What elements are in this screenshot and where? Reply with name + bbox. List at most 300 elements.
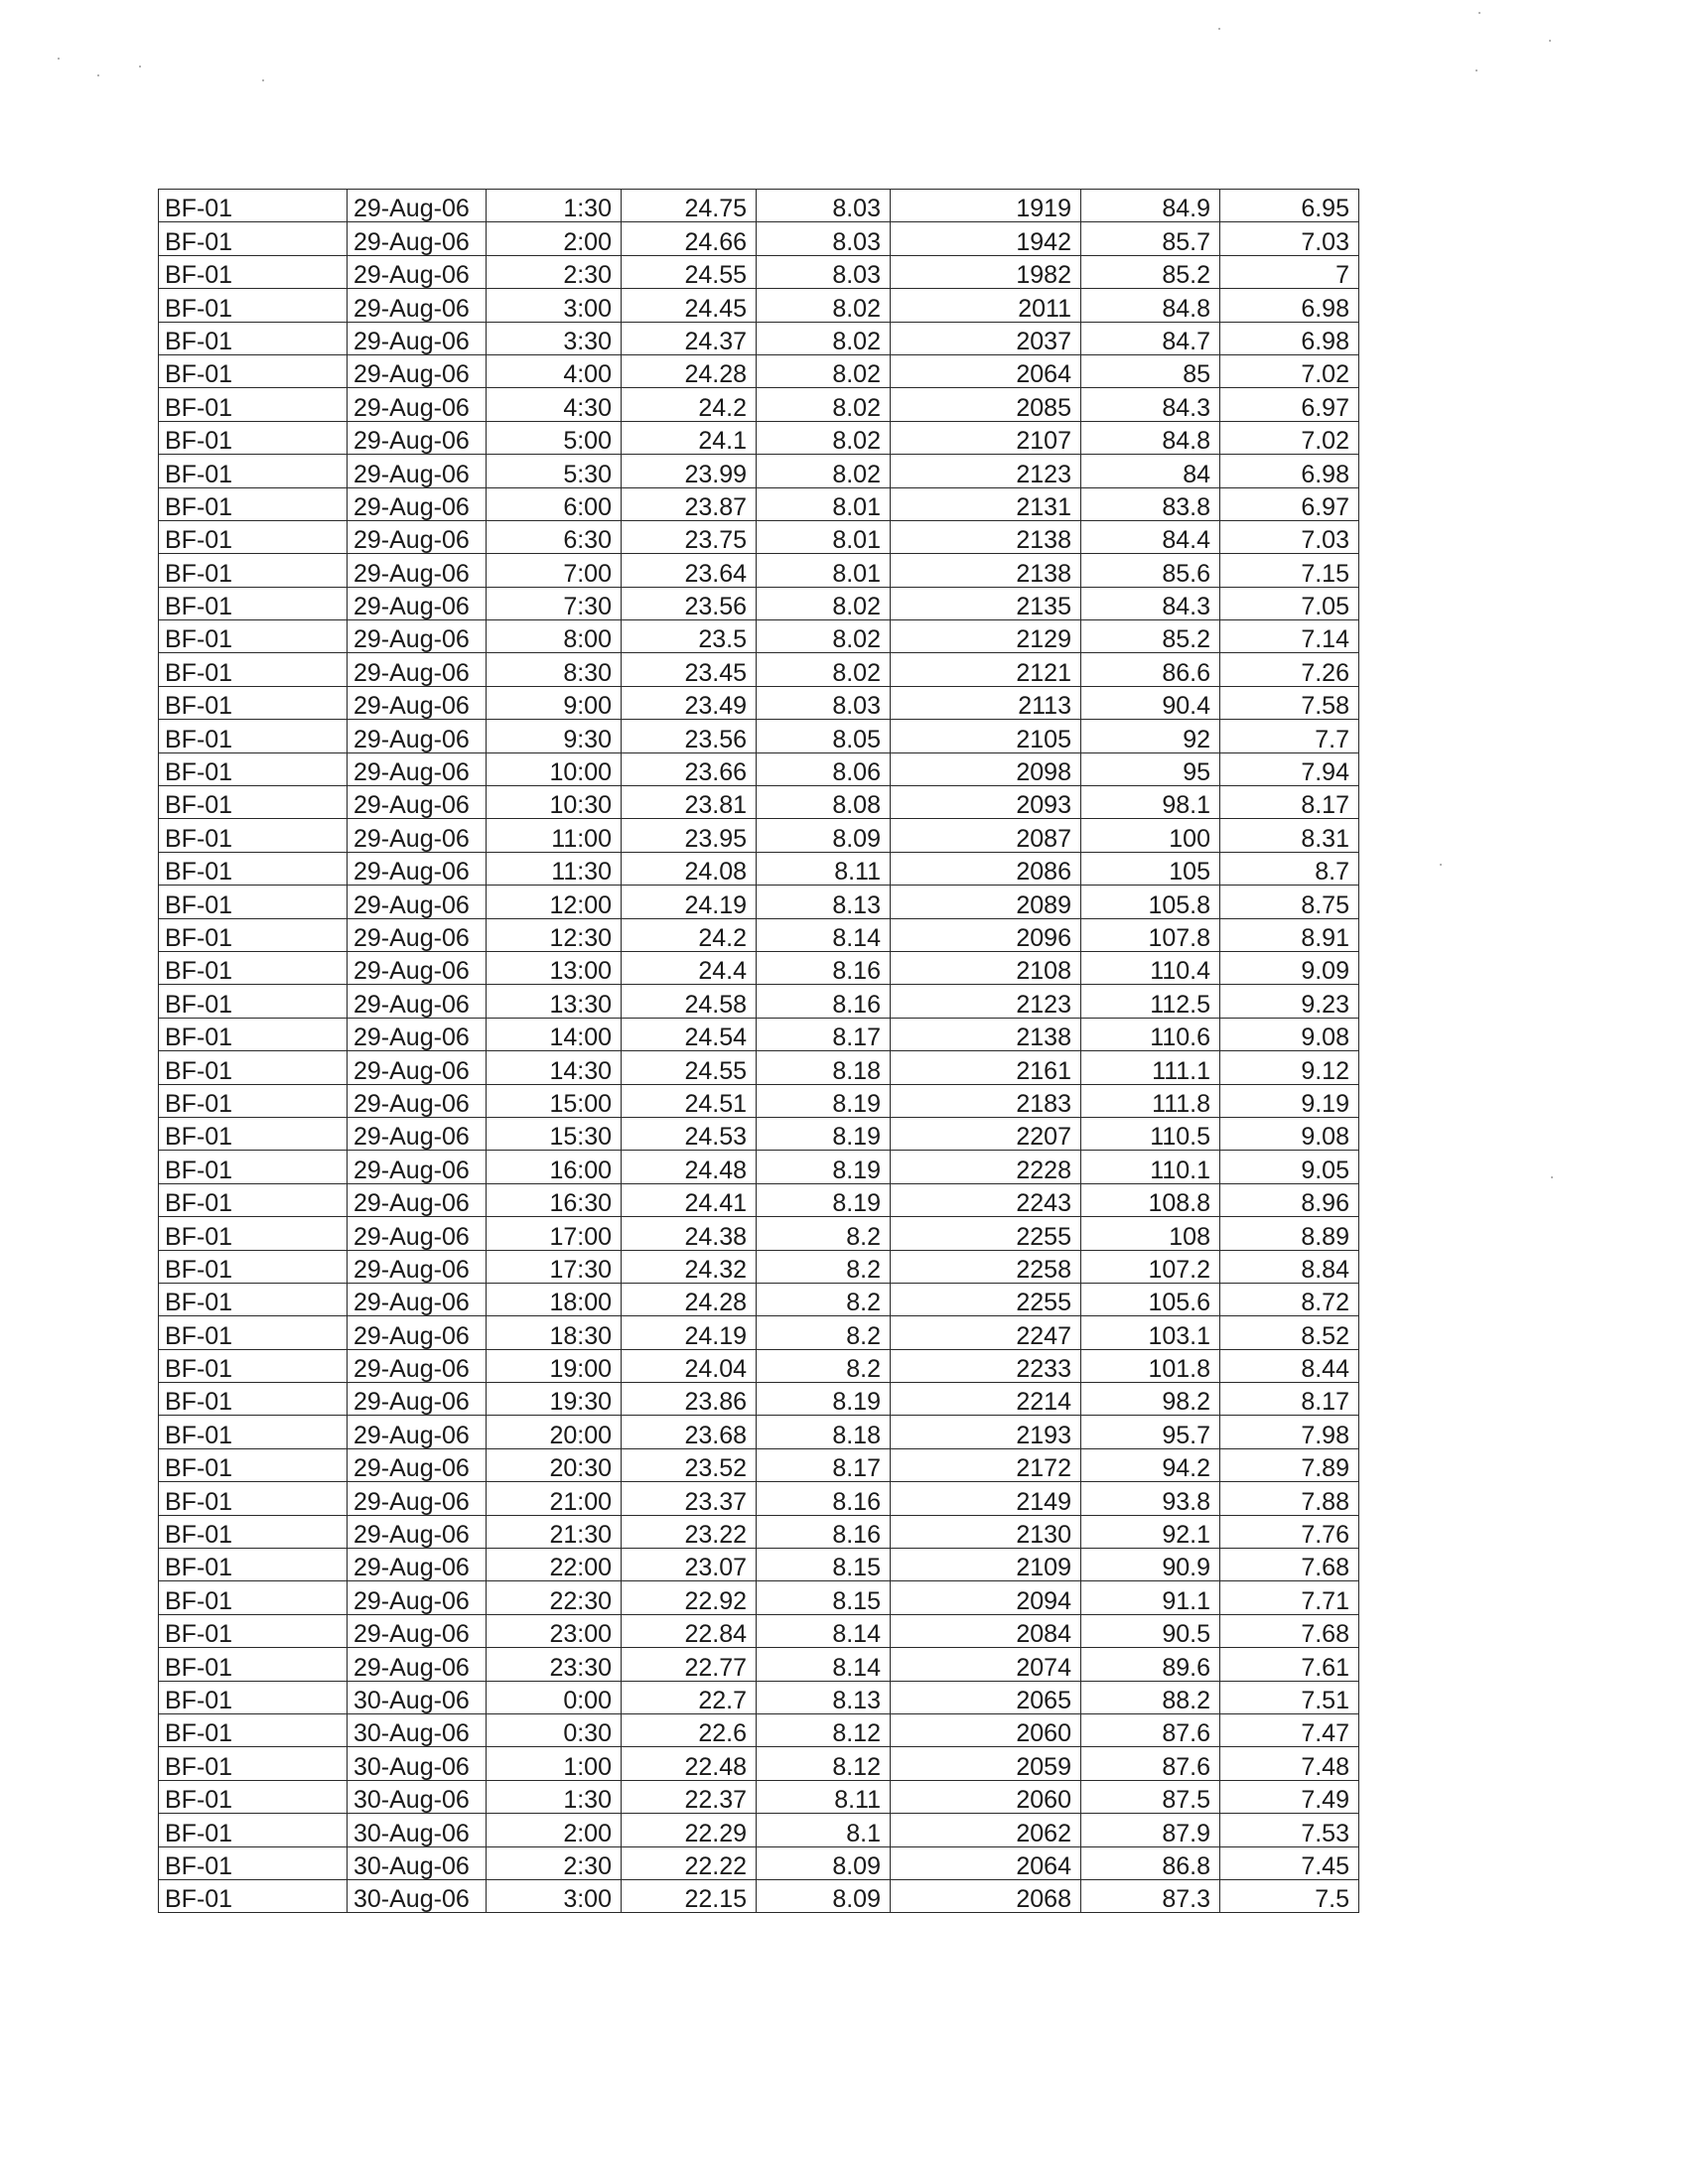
station-id-cell: BF-01 bbox=[159, 1681, 348, 1713]
do-percent-cell: 108 bbox=[1081, 1217, 1220, 1250]
ph-cell: 8.16 bbox=[757, 951, 891, 984]
time-cell: 15:00 bbox=[487, 1084, 622, 1117]
conductivity-cell: 2060 bbox=[891, 1713, 1081, 1746]
do-percent-cell: 87.5 bbox=[1081, 1780, 1220, 1813]
table-row bbox=[159, 951, 1359, 984]
date-cell: 29-Aug-06 bbox=[348, 354, 487, 387]
conductivity-cell: 2138 bbox=[891, 554, 1081, 587]
table-body bbox=[159, 190, 1359, 1913]
table-row bbox=[159, 1183, 1359, 1216]
time-cell: 20:30 bbox=[487, 1448, 622, 1481]
ph-cell: 8.14 bbox=[757, 1614, 891, 1647]
station-id-cell: BF-01 bbox=[159, 587, 348, 619]
temperature-cell: 24.75 bbox=[622, 190, 757, 222]
do-percent-cell: 87.6 bbox=[1081, 1713, 1220, 1746]
conductivity-cell: 2089 bbox=[891, 886, 1081, 918]
date-cell: 29-Aug-06 bbox=[348, 520, 487, 553]
conductivity-cell: 2149 bbox=[891, 1482, 1081, 1515]
date-cell: 29-Aug-06 bbox=[348, 455, 487, 487]
station-id-cell: BF-01 bbox=[159, 1747, 348, 1780]
station-id-cell: BF-01 bbox=[159, 455, 348, 487]
scan-speck bbox=[1549, 40, 1551, 42]
station-id-cell: BF-01 bbox=[159, 951, 348, 984]
conductivity-cell: 1919 bbox=[891, 190, 1081, 222]
temperature-cell: 24.58 bbox=[622, 985, 757, 1018]
temperature-cell: 24.08 bbox=[622, 852, 757, 885]
date-cell: 29-Aug-06 bbox=[348, 1349, 487, 1382]
do-mgl-cell: 7.48 bbox=[1220, 1747, 1359, 1780]
do-mgl-cell: 7.49 bbox=[1220, 1780, 1359, 1813]
conductivity-cell: 2064 bbox=[891, 1846, 1081, 1879]
station-id-cell: BF-01 bbox=[159, 1117, 348, 1150]
ph-cell: 8.02 bbox=[757, 388, 891, 421]
temperature-cell: 22.7 bbox=[622, 1681, 757, 1713]
temperature-cell: 23.56 bbox=[622, 587, 757, 619]
date-cell: 29-Aug-06 bbox=[348, 388, 487, 421]
do-percent-cell: 84.8 bbox=[1081, 289, 1220, 322]
conductivity-cell: 2108 bbox=[891, 951, 1081, 984]
time-cell: 10:00 bbox=[487, 752, 622, 785]
table-row bbox=[159, 1416, 1359, 1448]
do-mgl-cell: 7.26 bbox=[1220, 653, 1359, 686]
table-row bbox=[159, 1614, 1359, 1647]
ph-cell: 8.19 bbox=[757, 1117, 891, 1150]
temperature-cell: 24.37 bbox=[622, 322, 757, 354]
conductivity-cell: 2096 bbox=[891, 918, 1081, 951]
time-cell: 9:00 bbox=[487, 686, 622, 719]
temperature-cell: 23.22 bbox=[622, 1515, 757, 1548]
date-cell: 29-Aug-06 bbox=[348, 421, 487, 454]
ph-cell: 8.06 bbox=[757, 752, 891, 785]
station-id-cell: BF-01 bbox=[159, 686, 348, 719]
scan-speck bbox=[97, 74, 99, 76]
station-id-cell: BF-01 bbox=[159, 222, 348, 255]
ph-cell: 8.02 bbox=[757, 421, 891, 454]
time-cell: 14:00 bbox=[487, 1018, 622, 1050]
date-cell: 29-Aug-06 bbox=[348, 1549, 487, 1581]
do-mgl-cell: 7.03 bbox=[1220, 520, 1359, 553]
do-mgl-cell: 6.98 bbox=[1220, 289, 1359, 322]
do-percent-cell: 98.1 bbox=[1081, 786, 1220, 819]
temperature-cell: 22.77 bbox=[622, 1648, 757, 1681]
table-row bbox=[159, 1681, 1359, 1713]
time-cell: 9:30 bbox=[487, 720, 622, 752]
station-id-cell: BF-01 bbox=[159, 786, 348, 819]
do-mgl-cell: 7.47 bbox=[1220, 1713, 1359, 1746]
date-cell: 29-Aug-06 bbox=[348, 720, 487, 752]
date-cell: 29-Aug-06 bbox=[348, 1448, 487, 1481]
time-cell: 0:30 bbox=[487, 1713, 622, 1746]
date-cell: 30-Aug-06 bbox=[348, 1814, 487, 1846]
scan-speck bbox=[1475, 69, 1477, 71]
temperature-cell: 23.64 bbox=[622, 554, 757, 587]
date-cell: 29-Aug-06 bbox=[348, 1316, 487, 1349]
do-mgl-cell: 8.7 bbox=[1220, 852, 1359, 885]
station-id-cell: BF-01 bbox=[159, 985, 348, 1018]
do-percent-cell: 85.6 bbox=[1081, 554, 1220, 587]
ph-cell: 8.02 bbox=[757, 653, 891, 686]
time-cell: 22:00 bbox=[487, 1549, 622, 1581]
date-cell: 29-Aug-06 bbox=[348, 587, 487, 619]
do-percent-cell: 95 bbox=[1081, 752, 1220, 785]
temperature-cell: 24.19 bbox=[622, 886, 757, 918]
date-cell: 29-Aug-06 bbox=[348, 1416, 487, 1448]
do-mgl-cell: 9.08 bbox=[1220, 1018, 1359, 1050]
date-cell: 30-Aug-06 bbox=[348, 1747, 487, 1780]
time-cell: 6:00 bbox=[487, 487, 622, 520]
do-percent-cell: 87.9 bbox=[1081, 1814, 1220, 1846]
table-row bbox=[159, 1846, 1359, 1879]
time-cell: 7:00 bbox=[487, 554, 622, 587]
conductivity-cell: 2098 bbox=[891, 752, 1081, 785]
ph-cell: 8.15 bbox=[757, 1581, 891, 1614]
temperature-cell: 24.4 bbox=[622, 951, 757, 984]
do-percent-cell: 84.8 bbox=[1081, 421, 1220, 454]
temperature-cell: 22.29 bbox=[622, 1814, 757, 1846]
do-percent-cell: 88.2 bbox=[1081, 1681, 1220, 1713]
table-row bbox=[159, 886, 1359, 918]
time-cell: 3:00 bbox=[487, 289, 622, 322]
date-cell: 29-Aug-06 bbox=[348, 1117, 487, 1150]
do-percent-cell: 86.6 bbox=[1081, 653, 1220, 686]
do-mgl-cell: 9.12 bbox=[1220, 1051, 1359, 1084]
do-mgl-cell: 6.98 bbox=[1220, 322, 1359, 354]
do-percent-cell: 90.9 bbox=[1081, 1549, 1220, 1581]
ph-cell: 8.16 bbox=[757, 985, 891, 1018]
time-cell: 21:00 bbox=[487, 1482, 622, 1515]
conductivity-cell: 2037 bbox=[891, 322, 1081, 354]
ph-cell: 8.2 bbox=[757, 1217, 891, 1250]
do-percent-cell: 98.2 bbox=[1081, 1383, 1220, 1416]
time-cell: 23:00 bbox=[487, 1614, 622, 1647]
do-mgl-cell: 9.08 bbox=[1220, 1117, 1359, 1150]
ph-cell: 8.19 bbox=[757, 1383, 891, 1416]
temperature-cell: 24.41 bbox=[622, 1183, 757, 1216]
conductivity-cell: 2121 bbox=[891, 653, 1081, 686]
table-row bbox=[159, 653, 1359, 686]
do-percent-cell: 105 bbox=[1081, 852, 1220, 885]
temperature-cell: 23.5 bbox=[622, 620, 757, 653]
ph-cell: 8.2 bbox=[757, 1250, 891, 1283]
date-cell: 29-Aug-06 bbox=[348, 190, 487, 222]
station-id-cell: BF-01 bbox=[159, 1250, 348, 1283]
station-id-cell: BF-01 bbox=[159, 255, 348, 288]
date-cell: 29-Aug-06 bbox=[348, 1515, 487, 1548]
conductivity-cell: 2123 bbox=[891, 985, 1081, 1018]
date-cell: 30-Aug-06 bbox=[348, 1846, 487, 1879]
temperature-cell: 24.38 bbox=[622, 1217, 757, 1250]
station-id-cell: BF-01 bbox=[159, 1018, 348, 1050]
station-id-cell: BF-01 bbox=[159, 190, 348, 222]
temperature-cell: 23.86 bbox=[622, 1383, 757, 1416]
do-percent-cell: 87.6 bbox=[1081, 1747, 1220, 1780]
ph-cell: 8.11 bbox=[757, 852, 891, 885]
date-cell: 29-Aug-06 bbox=[348, 1383, 487, 1416]
conductivity-cell: 2255 bbox=[891, 1283, 1081, 1315]
do-percent-cell: 110.4 bbox=[1081, 951, 1220, 984]
do-mgl-cell: 7.89 bbox=[1220, 1448, 1359, 1481]
time-cell: 17:00 bbox=[487, 1217, 622, 1250]
do-mgl-cell: 9.05 bbox=[1220, 1151, 1359, 1183]
do-mgl-cell: 8.72 bbox=[1220, 1283, 1359, 1315]
do-percent-cell: 111.1 bbox=[1081, 1051, 1220, 1084]
time-cell: 0:00 bbox=[487, 1681, 622, 1713]
conductivity-cell: 2107 bbox=[891, 421, 1081, 454]
do-mgl-cell: 7 bbox=[1220, 255, 1359, 288]
time-cell: 1:30 bbox=[487, 1780, 622, 1813]
conductivity-cell: 2161 bbox=[891, 1051, 1081, 1084]
do-mgl-cell: 6.95 bbox=[1220, 190, 1359, 222]
station-id-cell: BF-01 bbox=[159, 1614, 348, 1647]
ph-cell: 8.13 bbox=[757, 886, 891, 918]
do-mgl-cell: 7.15 bbox=[1220, 554, 1359, 587]
scan-speck bbox=[139, 66, 141, 68]
date-cell: 29-Aug-06 bbox=[348, 1084, 487, 1117]
do-percent-cell: 93.8 bbox=[1081, 1482, 1220, 1515]
date-cell: 29-Aug-06 bbox=[348, 985, 487, 1018]
station-id-cell: BF-01 bbox=[159, 289, 348, 322]
do-mgl-cell: 9.23 bbox=[1220, 985, 1359, 1018]
time-cell: 13:30 bbox=[487, 985, 622, 1018]
date-cell: 29-Aug-06 bbox=[348, 1217, 487, 1250]
table-row bbox=[159, 1713, 1359, 1746]
do-percent-cell: 95.7 bbox=[1081, 1416, 1220, 1448]
scan-speck bbox=[58, 58, 60, 60]
ph-cell: 8.12 bbox=[757, 1713, 891, 1746]
do-percent-cell: 85 bbox=[1081, 354, 1220, 387]
table-row bbox=[159, 190, 1359, 222]
do-mgl-cell: 7.53 bbox=[1220, 1814, 1359, 1846]
conductivity-cell: 2129 bbox=[891, 620, 1081, 653]
station-id-cell: BF-01 bbox=[159, 1515, 348, 1548]
do-percent-cell: 105.6 bbox=[1081, 1283, 1220, 1315]
station-id-cell: BF-01 bbox=[159, 1780, 348, 1813]
conductivity-cell: 2062 bbox=[891, 1814, 1081, 1846]
time-cell: 22:30 bbox=[487, 1581, 622, 1614]
ph-cell: 8.2 bbox=[757, 1349, 891, 1382]
station-id-cell: BF-01 bbox=[159, 1713, 348, 1746]
date-cell: 29-Aug-06 bbox=[348, 852, 487, 885]
scan-speck bbox=[262, 79, 264, 81]
do-mgl-cell: 7.68 bbox=[1220, 1549, 1359, 1581]
date-cell: 29-Aug-06 bbox=[348, 255, 487, 288]
temperature-cell: 23.75 bbox=[622, 520, 757, 553]
station-id-cell: BF-01 bbox=[159, 1183, 348, 1216]
temperature-cell: 24.55 bbox=[622, 255, 757, 288]
table-row bbox=[159, 587, 1359, 619]
conductivity-cell: 2060 bbox=[891, 1780, 1081, 1813]
time-cell: 10:30 bbox=[487, 786, 622, 819]
do-percent-cell: 90.4 bbox=[1081, 686, 1220, 719]
ph-cell: 8.05 bbox=[757, 720, 891, 752]
do-mgl-cell: 7.68 bbox=[1220, 1614, 1359, 1647]
station-id-cell: BF-01 bbox=[159, 1814, 348, 1846]
ph-cell: 8.11 bbox=[757, 1780, 891, 1813]
time-cell: 6:30 bbox=[487, 520, 622, 553]
ph-cell: 8.15 bbox=[757, 1549, 891, 1581]
ph-cell: 8.02 bbox=[757, 587, 891, 619]
ph-cell: 8.02 bbox=[757, 289, 891, 322]
station-id-cell: BF-01 bbox=[159, 322, 348, 354]
temperature-cell: 22.22 bbox=[622, 1846, 757, 1879]
ph-cell: 8.03 bbox=[757, 686, 891, 719]
do-mgl-cell: 8.75 bbox=[1220, 886, 1359, 918]
table-row bbox=[159, 686, 1359, 719]
do-percent-cell: 85.2 bbox=[1081, 255, 1220, 288]
conductivity-cell: 2131 bbox=[891, 487, 1081, 520]
conductivity-cell: 2064 bbox=[891, 354, 1081, 387]
temperature-cell: 22.15 bbox=[622, 1879, 757, 1912]
table-row bbox=[159, 620, 1359, 653]
time-cell: 18:30 bbox=[487, 1316, 622, 1349]
ph-cell: 8.02 bbox=[757, 455, 891, 487]
time-cell: 2:30 bbox=[487, 1846, 622, 1879]
conductivity-cell: 1942 bbox=[891, 222, 1081, 255]
ph-cell: 8.2 bbox=[757, 1316, 891, 1349]
do-percent-cell: 107.2 bbox=[1081, 1250, 1220, 1283]
do-percent-cell: 91.1 bbox=[1081, 1581, 1220, 1614]
station-id-cell: BF-01 bbox=[159, 421, 348, 454]
do-percent-cell: 90.5 bbox=[1081, 1614, 1220, 1647]
temperature-cell: 24.51 bbox=[622, 1084, 757, 1117]
conductivity-cell: 2084 bbox=[891, 1614, 1081, 1647]
station-id-cell: BF-01 bbox=[159, 1416, 348, 1448]
table-row bbox=[159, 322, 1359, 354]
conductivity-cell: 2059 bbox=[891, 1747, 1081, 1780]
table-row bbox=[159, 222, 1359, 255]
ph-cell: 8.02 bbox=[757, 354, 891, 387]
do-mgl-cell: 9.09 bbox=[1220, 951, 1359, 984]
do-mgl-cell: 9.19 bbox=[1220, 1084, 1359, 1117]
table-row bbox=[159, 1349, 1359, 1382]
conductivity-cell: 2214 bbox=[891, 1383, 1081, 1416]
temperature-cell: 23.66 bbox=[622, 752, 757, 785]
station-id-cell: BF-01 bbox=[159, 1846, 348, 1879]
conductivity-cell: 2113 bbox=[891, 686, 1081, 719]
conductivity-cell: 2085 bbox=[891, 388, 1081, 421]
scan-speck bbox=[1551, 1176, 1553, 1178]
time-cell: 2:00 bbox=[487, 222, 622, 255]
station-id-cell: BF-01 bbox=[159, 620, 348, 653]
do-mgl-cell: 8.31 bbox=[1220, 819, 1359, 852]
ph-cell: 8.03 bbox=[757, 255, 891, 288]
table-row bbox=[159, 520, 1359, 553]
table-row bbox=[159, 388, 1359, 421]
time-cell: 12:30 bbox=[487, 918, 622, 951]
ph-cell: 8.14 bbox=[757, 1648, 891, 1681]
measurement-table bbox=[158, 189, 1359, 1913]
date-cell: 29-Aug-06 bbox=[348, 1648, 487, 1681]
station-id-cell: BF-01 bbox=[159, 487, 348, 520]
station-id-cell: BF-01 bbox=[159, 1383, 348, 1416]
table-row bbox=[159, 1151, 1359, 1183]
table-row bbox=[159, 554, 1359, 587]
conductivity-cell: 2243 bbox=[891, 1183, 1081, 1216]
temperature-cell: 24.1 bbox=[622, 421, 757, 454]
conductivity-cell: 2233 bbox=[891, 1349, 1081, 1382]
time-cell: 23:30 bbox=[487, 1648, 622, 1681]
table-row bbox=[159, 752, 1359, 785]
do-percent-cell: 100 bbox=[1081, 819, 1220, 852]
date-cell: 29-Aug-06 bbox=[348, 1018, 487, 1050]
date-cell: 29-Aug-06 bbox=[348, 554, 487, 587]
ph-cell: 8.02 bbox=[757, 322, 891, 354]
do-mgl-cell: 6.97 bbox=[1220, 388, 1359, 421]
do-percent-cell: 94.2 bbox=[1081, 1448, 1220, 1481]
date-cell: 30-Aug-06 bbox=[348, 1780, 487, 1813]
station-id-cell: BF-01 bbox=[159, 1283, 348, 1315]
date-cell: 29-Aug-06 bbox=[348, 1482, 487, 1515]
station-id-cell: BF-01 bbox=[159, 1448, 348, 1481]
ph-cell: 8.01 bbox=[757, 487, 891, 520]
table-row bbox=[159, 1117, 1359, 1150]
table-row bbox=[159, 1814, 1359, 1846]
do-mgl-cell: 8.17 bbox=[1220, 786, 1359, 819]
time-cell: 14:30 bbox=[487, 1051, 622, 1084]
conductivity-cell: 2207 bbox=[891, 1117, 1081, 1150]
do-mgl-cell: 8.44 bbox=[1220, 1349, 1359, 1382]
conductivity-cell: 2172 bbox=[891, 1448, 1081, 1481]
table-row bbox=[159, 918, 1359, 951]
do-mgl-cell: 7.98 bbox=[1220, 1416, 1359, 1448]
temperature-cell: 24.19 bbox=[622, 1316, 757, 1349]
conductivity-cell: 2074 bbox=[891, 1648, 1081, 1681]
table-row bbox=[159, 1084, 1359, 1117]
temperature-cell: 23.07 bbox=[622, 1549, 757, 1581]
table-row bbox=[159, 1581, 1359, 1614]
station-id-cell: BF-01 bbox=[159, 1084, 348, 1117]
station-id-cell: BF-01 bbox=[159, 1879, 348, 1912]
do-mgl-cell: 7.02 bbox=[1220, 354, 1359, 387]
table-row bbox=[159, 255, 1359, 288]
ph-cell: 8.16 bbox=[757, 1515, 891, 1548]
temperature-cell: 22.48 bbox=[622, 1747, 757, 1780]
table-row bbox=[159, 1482, 1359, 1515]
table-row bbox=[159, 1051, 1359, 1084]
do-percent-cell: 84.7 bbox=[1081, 322, 1220, 354]
ph-cell: 8.01 bbox=[757, 520, 891, 553]
ph-cell: 8.02 bbox=[757, 620, 891, 653]
temperature-cell: 22.6 bbox=[622, 1713, 757, 1746]
date-cell: 30-Aug-06 bbox=[348, 1713, 487, 1746]
do-percent-cell: 110.5 bbox=[1081, 1117, 1220, 1150]
conductivity-cell: 2011 bbox=[891, 289, 1081, 322]
ph-cell: 8.19 bbox=[757, 1151, 891, 1183]
station-id-cell: BF-01 bbox=[159, 1648, 348, 1681]
time-cell: 2:00 bbox=[487, 1814, 622, 1846]
time-cell: 16:30 bbox=[487, 1183, 622, 1216]
time-cell: 4:30 bbox=[487, 388, 622, 421]
date-cell: 29-Aug-06 bbox=[348, 1283, 487, 1315]
ph-cell: 8.19 bbox=[757, 1183, 891, 1216]
table-row bbox=[159, 455, 1359, 487]
date-cell: 29-Aug-06 bbox=[348, 819, 487, 852]
station-id-cell: BF-01 bbox=[159, 918, 348, 951]
do-mgl-cell: 8.89 bbox=[1220, 1217, 1359, 1250]
temperature-cell: 24.66 bbox=[622, 222, 757, 255]
temperature-cell: 24.04 bbox=[622, 1349, 757, 1382]
temperature-cell: 24.2 bbox=[622, 388, 757, 421]
do-percent-cell: 110.6 bbox=[1081, 1018, 1220, 1050]
do-mgl-cell: 7.58 bbox=[1220, 686, 1359, 719]
table-row bbox=[159, 1549, 1359, 1581]
date-cell: 29-Aug-06 bbox=[348, 487, 487, 520]
conductivity-cell: 2258 bbox=[891, 1250, 1081, 1283]
time-cell: 3:00 bbox=[487, 1879, 622, 1912]
do-mgl-cell: 8.17 bbox=[1220, 1383, 1359, 1416]
date-cell: 29-Aug-06 bbox=[348, 222, 487, 255]
date-cell: 29-Aug-06 bbox=[348, 1183, 487, 1216]
